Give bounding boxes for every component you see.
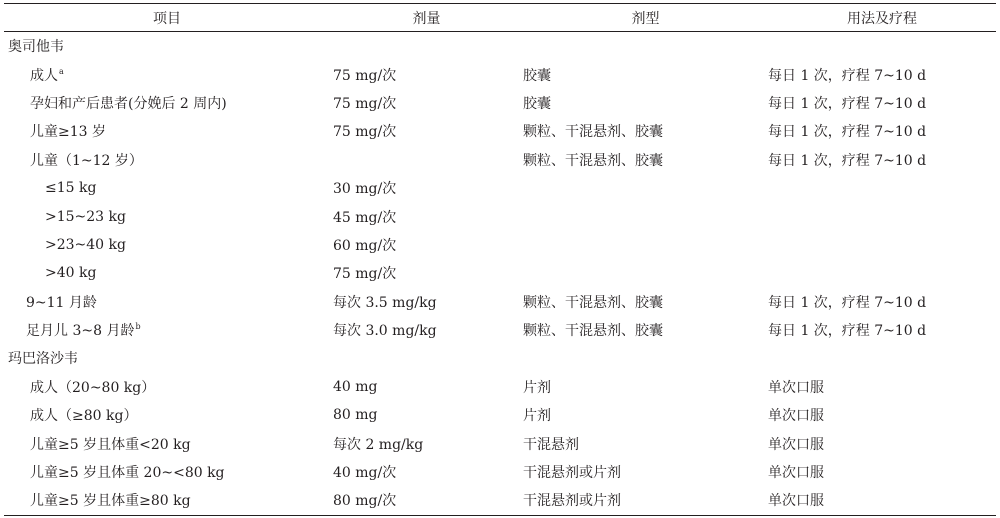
cell-usage-text: 每日 1 次，疗程 7~10 d	[768, 152, 927, 169]
cell-item-text: >40 kg	[45, 265, 97, 282]
cell-dose-text: 80 mg/次	[333, 493, 397, 510]
cell-dose	[330, 429, 523, 457]
cell-dose	[330, 316, 523, 344]
table-group-row	[4, 32, 996, 61]
cell-form	[523, 458, 768, 486]
table-row	[4, 117, 996, 145]
cell-dose	[330, 458, 523, 486]
cell-form	[523, 32, 768, 61]
cell-dose-text: 75 mg/次	[333, 95, 397, 112]
cell-usage-text: 单次口服	[768, 465, 824, 482]
cell-form	[523, 373, 768, 401]
cell-form	[523, 486, 768, 515]
cell-item-text: ≤15 kg	[45, 180, 97, 197]
cell-dose-text: 40 mg	[333, 378, 378, 395]
footnote-marker: a	[59, 66, 64, 76]
cell-dose-text: 40 mg/次	[333, 465, 397, 482]
cell-dose-text: 每次 2 mg/kg	[333, 436, 424, 453]
table-row	[4, 458, 996, 486]
cell-item-text: 成人（≥80 kg）	[30, 408, 138, 425]
cell-usage	[768, 373, 996, 401]
cell-item-text: >23~40 kg	[45, 236, 126, 253]
cell-form-text: 颗粒、干混悬剂、胶囊	[523, 152, 663, 169]
cell-usage-text: 每日 1 次，疗程 7~10 d	[768, 124, 927, 141]
cell-form-text: 颗粒、干混悬剂、胶囊	[523, 124, 663, 141]
dosage-table	[4, 3, 996, 516]
cell-item-text: 孕妇和产后患者(分娩后 2 周内)	[30, 95, 227, 112]
cell-form-text: 片剂	[523, 408, 551, 425]
header-dose: 剂量	[412, 10, 441, 27]
cell-dose	[330, 288, 523, 316]
table-row	[4, 288, 996, 316]
cell-usage	[768, 174, 996, 202]
cell-usage	[768, 344, 996, 372]
cell-dose-text: 75 mg/次	[333, 266, 397, 283]
cell-dose	[330, 117, 523, 145]
cell-dose-text: 45 mg/次	[333, 209, 397, 226]
table-row	[4, 373, 996, 401]
cell-form	[523, 202, 768, 230]
cell-form	[523, 288, 768, 316]
cell-form	[523, 89, 768, 117]
cell-item	[4, 401, 330, 429]
cell-form	[523, 174, 768, 202]
cell-dose	[330, 146, 523, 174]
cell-dose	[330, 373, 523, 401]
cell-usage-text: 每日 1 次，疗程 7~10 d	[768, 323, 927, 340]
footnote-marker: b	[135, 322, 141, 332]
cell-form-text: 干混悬剂或片剂	[523, 465, 621, 482]
cell-usage	[768, 429, 996, 457]
cell-item	[4, 117, 330, 145]
cell-usage	[768, 32, 996, 61]
cell-item	[4, 32, 330, 61]
cell-dose	[330, 60, 523, 88]
cell-item	[4, 373, 330, 401]
table-row	[4, 202, 996, 230]
header-usage: 用法及疗程	[847, 10, 917, 27]
cell-dose-text: 75 mg/次	[333, 67, 397, 84]
cell-form	[523, 231, 768, 259]
cell-item-text: 成人（20~80 kg）	[30, 379, 156, 396]
header-form: 剂型	[631, 10, 660, 27]
cell-dose-text: 每次 3.0 mg/kg	[333, 323, 437, 340]
cell-item	[4, 344, 330, 372]
cell-dose	[330, 401, 523, 429]
cell-item	[4, 486, 330, 515]
cell-usage	[768, 89, 996, 117]
cell-dose	[330, 344, 523, 372]
cell-usage	[768, 316, 996, 344]
cell-dose	[330, 231, 523, 259]
table-row	[4, 60, 996, 88]
cell-usage	[768, 458, 996, 486]
cell-item	[4, 174, 330, 202]
table-row	[4, 486, 996, 515]
table-row	[4, 146, 996, 174]
cell-form	[523, 117, 768, 145]
table-row	[4, 174, 996, 202]
table-group-row	[4, 344, 996, 372]
cell-item	[4, 202, 330, 230]
cell-usage-text: 单次口服	[768, 493, 824, 510]
cell-item-text: 儿童（1~12 岁）	[30, 152, 143, 169]
cell-usage	[768, 60, 996, 88]
cell-usage-text: 单次口服	[768, 408, 824, 425]
cell-item	[4, 288, 330, 316]
table-row	[4, 401, 996, 429]
cell-item-text: 9~11 月龄	[26, 294, 97, 311]
cell-form	[523, 146, 768, 174]
cell-usage-text: 每日 1 次，疗程 7~10 d	[768, 95, 927, 112]
cell-dose	[330, 202, 523, 230]
cell-item-text: 成人	[30, 67, 58, 84]
cell-item	[4, 429, 330, 457]
cell-form	[523, 259, 768, 287]
cell-form-text: 片剂	[523, 379, 551, 396]
cell-form	[523, 401, 768, 429]
cell-item	[4, 60, 330, 88]
cell-item	[4, 89, 330, 117]
cell-dose	[330, 174, 523, 202]
cell-form	[523, 60, 768, 88]
table-header-row	[4, 4, 996, 32]
cell-item-text: >15~23 kg	[45, 208, 126, 225]
table-row	[4, 429, 996, 457]
cell-dose	[330, 259, 523, 287]
cell-dose-text: 60 mg/次	[333, 237, 397, 254]
cell-item-text: 玛巴洛沙韦	[8, 351, 78, 368]
table-body	[4, 32, 996, 516]
cell-dose-text: 80 mg	[333, 407, 378, 424]
cell-usage-text: 每日 1 次，疗程 7~10 d	[768, 294, 927, 311]
cell-usage	[768, 117, 996, 145]
cell-dose	[330, 89, 523, 117]
table-row	[4, 231, 996, 259]
cell-dose-text: 30 mg/次	[333, 181, 397, 198]
cell-item	[4, 146, 330, 174]
cell-dose	[330, 486, 523, 515]
table-row	[4, 316, 996, 344]
cell-form-text: 胶囊	[523, 67, 551, 84]
cell-usage	[768, 486, 996, 515]
cell-item-text: 儿童≥5 岁且体重≥80 kg	[30, 493, 191, 510]
cell-item-text: 儿童≥13 岁	[30, 124, 106, 141]
cell-usage	[768, 401, 996, 429]
cell-form-text: 干混悬剂或片剂	[523, 493, 621, 510]
cell-usage	[768, 146, 996, 174]
cell-usage-text: 每日 1 次，疗程 7~10 d	[768, 67, 927, 84]
cell-dose	[330, 32, 523, 61]
cell-dose-text: 75 mg/次	[333, 124, 397, 141]
table-row	[4, 259, 996, 287]
cell-usage	[768, 231, 996, 259]
cell-usage-text: 单次口服	[768, 436, 824, 453]
cell-form-text: 颗粒、干混悬剂、胶囊	[523, 323, 663, 340]
cell-form	[523, 429, 768, 457]
cell-item	[4, 259, 330, 287]
header-item: 项目	[153, 10, 181, 27]
cell-form	[523, 344, 768, 372]
cell-item	[4, 458, 330, 486]
cell-form-text: 干混悬剂	[523, 436, 579, 453]
cell-item-text: 奥司他韦	[8, 39, 64, 56]
cell-item-text: 儿童≥5 岁且体重 20~<80 kg	[30, 465, 225, 482]
cell-item	[4, 316, 330, 344]
cell-usage	[768, 259, 996, 287]
cell-item-text: 儿童≥5 岁且体重<20 kg	[30, 436, 191, 453]
cell-form-text: 颗粒、干混悬剂、胶囊	[523, 294, 663, 311]
cell-usage	[768, 202, 996, 230]
cell-usage-text: 单次口服	[768, 379, 824, 396]
cell-item-text: 足月儿 3~8 月龄	[26, 323, 135, 340]
table-row	[4, 89, 996, 117]
cell-usage	[768, 288, 996, 316]
cell-form	[523, 316, 768, 344]
cell-form-text: 胶囊	[523, 95, 551, 112]
cell-dose-text: 每次 3.5 mg/kg	[333, 294, 437, 311]
cell-item	[4, 231, 330, 259]
